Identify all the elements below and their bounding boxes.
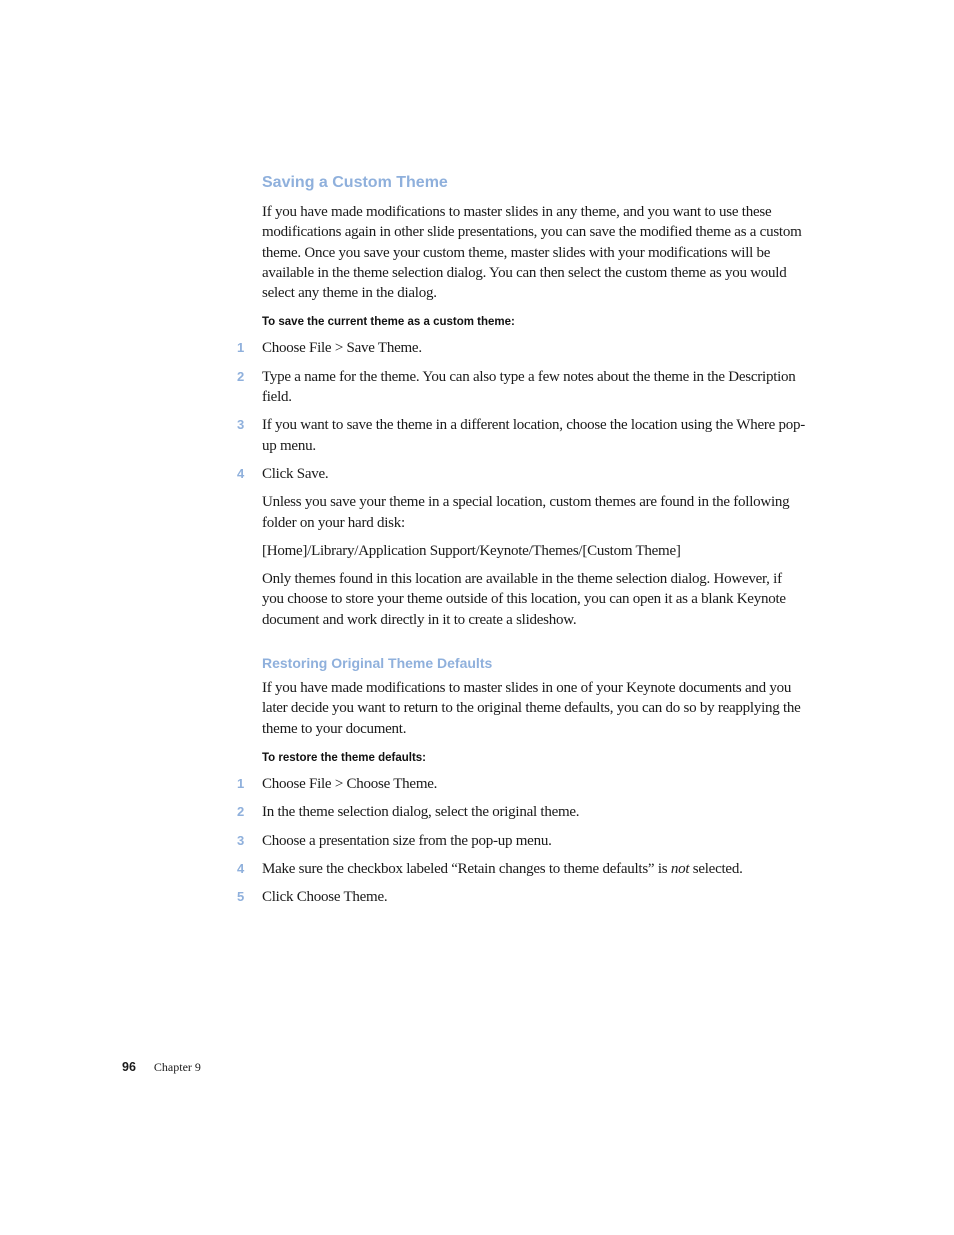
step-number: 2 — [237, 368, 244, 384]
section-intro-paragraph: If you have made modifications to master slides in any theme, and you want to use these modifications again in other slide presentations, you can save the modified theme as a custom theme. Once you save your custom theme, master slides with your modifications will be available in the theme selection dialog. You can then select the custom theme as you would select any theme in the dialog. — [262, 204, 802, 302]
step-text: Choose File > Save Theme. — [262, 340, 422, 357]
step-text-emphasis: not — [670, 860, 690, 877]
folder-path: [Home]/Library/Application Support/Keynote/Themes/[Custom Theme] — [262, 542, 681, 559]
step-text: Type a name for the theme. You can also type a few notes about the theme in the Description field. — [262, 368, 796, 406]
step-number: 5 — [237, 889, 244, 905]
step-text-before: Make sure the checkbox labeled “Retain changes to theme defaults” is — [262, 860, 671, 877]
step-number: 2 — [237, 804, 244, 820]
chapter-label: Chapter 9 — [153, 1060, 201, 1074]
step-item — [237, 415, 807, 456]
steps-list-save-theme — [237, 338, 807, 484]
task-heading: To save the current theme as a custom theme: — [262, 316, 515, 329]
step-number: 1 — [237, 340, 244, 356]
body-paragraph-theme-availability: Only themes found in this location are available in the theme selection dialog. However, if you choose to store your theme outside of this location, you can open it as a blank Keynote document and work directly in it to create a slideshow. — [262, 571, 786, 628]
section-heading-saving-custom-theme: Saving a Custom Theme — [262, 174, 448, 191]
step-text: In the theme selection dialog, select the original theme. — [262, 804, 580, 821]
step-item — [237, 887, 807, 907]
step-text-after: selected. — [689, 860, 743, 877]
step-item — [237, 774, 807, 794]
step-item — [237, 338, 807, 358]
task-heading: To restore the theme defaults: — [262, 751, 427, 764]
step-text: If you want to save the theme in a different location, choose the location using the Where pop-up menu. — [262, 417, 806, 454]
body-paragraph-folder-location: Unless you save your theme in a special location, custom themes are found in the following folder on your hard disk: — [262, 494, 790, 531]
step-number: 4 — [237, 465, 244, 481]
step-text: Click Save. — [262, 465, 329, 482]
section-heading-restoring-defaults: Restoring Original Theme Defaults — [262, 655, 493, 672]
step-text: Click Choose Theme. — [262, 889, 388, 906]
step-text: Choose a presentation size from the pop-up menu. — [262, 832, 552, 849]
step-item — [237, 802, 807, 822]
step-item — [237, 464, 807, 484]
step-number: 3 — [237, 832, 244, 848]
steps-list-restore-defaults — [237, 774, 807, 907]
page-number: 96 — [122, 1060, 136, 1074]
step-text: Choose File > Choose Theme. — [262, 775, 438, 792]
step-item — [237, 831, 807, 851]
page-content — [237, 172, 807, 915]
step-number: 1 — [237, 775, 244, 791]
step-item — [237, 367, 807, 408]
step-number: 4 — [237, 860, 244, 876]
step-number: 3 — [237, 417, 244, 433]
page-footer — [122, 1058, 201, 1076]
section-intro-paragraph: If you have made modifications to master slides in one of your Keynote documents and you later decide you want to return to the original theme defaults, you can do so by reapplying the theme to your document. — [262, 680, 801, 737]
step-item — [237, 859, 807, 879]
